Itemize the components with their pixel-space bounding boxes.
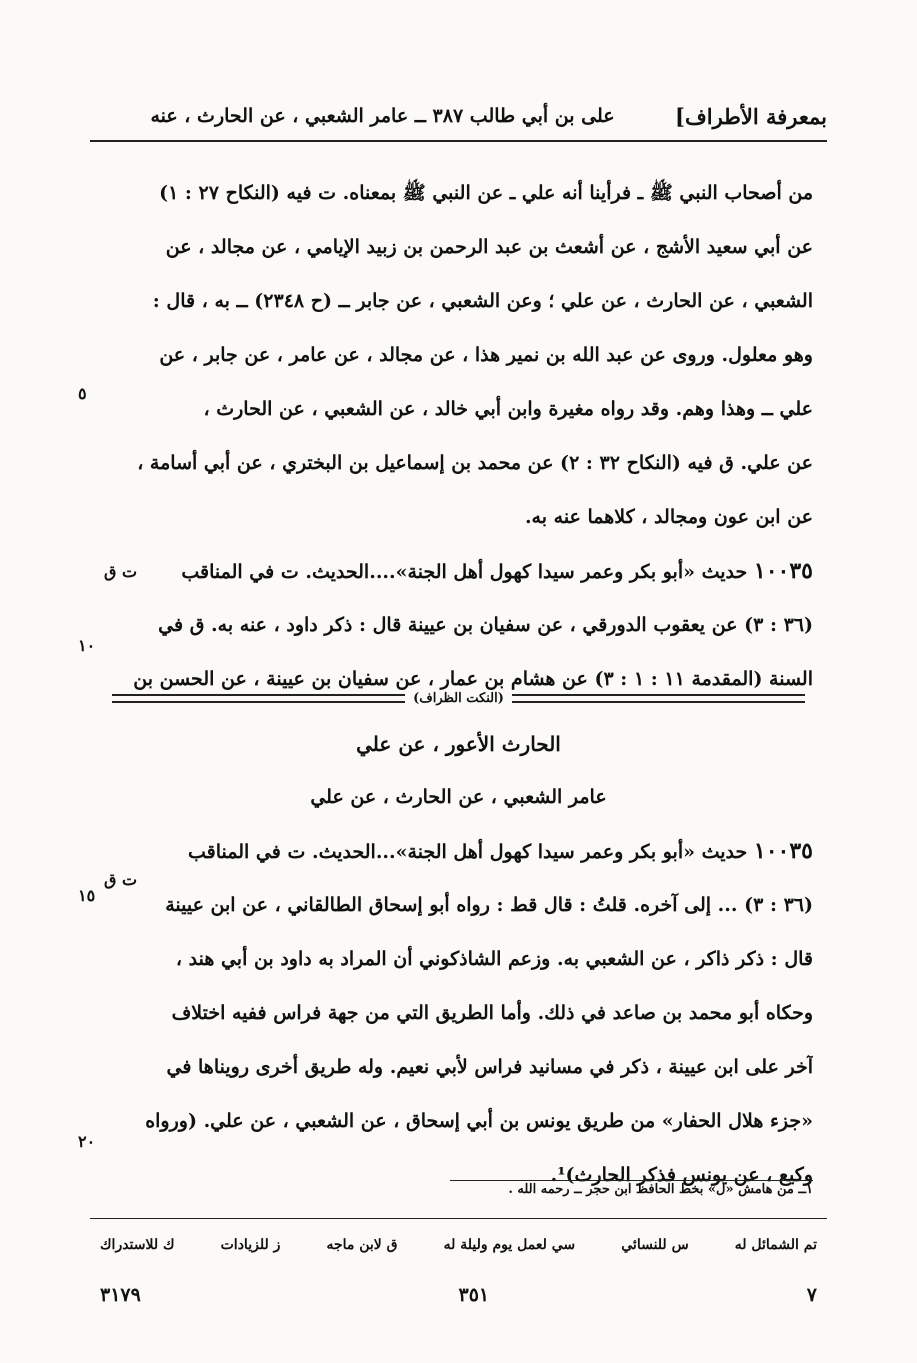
- section-divider: [112, 690, 805, 706]
- sigla-marker: ت ق: [104, 562, 138, 581]
- section-heading: الحارث الأعور ، عن علي: [356, 732, 561, 756]
- sigla-marker: ت ق: [104, 870, 138, 889]
- text-line: وحكاه أبو محمد بن صاعد في ذلك. وأما الطريق التي من جهة فراس ففيه اختلاف: [171, 1002, 813, 1024]
- main-text: [104, 166, 813, 706]
- legend-item: ق لابن ماجه: [326, 1237, 398, 1253]
- line-number: ١٠: [78, 636, 96, 655]
- text-line: وهو معلول. وروى عن عبد الله بن نمير هذا ، عن مجالد ، عن عامر ، عن جابر ، عن: [159, 344, 813, 366]
- text-line: قال : ذكر ذاكر ، عن الشعبي به. وزعم الشاذكوني أن المراد به داود بن أبي هند ،: [175, 948, 813, 970]
- subsection-heading: عامر الشعبي ، عن الحارث ، عن علي: [310, 786, 607, 808]
- running-header: [90, 96, 827, 136]
- header-section-title: على بن أبي طالب ٣٨٧ ــ عامر الشعبي ، عن الحارث ، عنه: [150, 105, 615, 127]
- page-footer: [100, 1280, 817, 1310]
- footnote-rule: [450, 1180, 813, 1181]
- text-line: عن ابن عون ومجالد ، كلاهما عنه به.: [524, 506, 813, 528]
- header-book-title: بمعرفة الأطراف]: [675, 103, 827, 129]
- line-number: ٥: [78, 384, 87, 403]
- legend-item: سي لعمل يوم وليلة له: [443, 1237, 576, 1253]
- text-line: (٣٦ : ٣) ... إلى آخره. قلتُ : قال قط : رواه أبو إسحاق الطالقاني ، عن ابن عيينة: [165, 894, 813, 916]
- text-line: من أصحاب النبي ﷺ ـ فرأينا أنه علي ـ عن النبي ﷺ بمعناه. ت فيه (النكاح ٢٧ : ١): [159, 182, 813, 204]
- divider-label: (النكت الظراف): [413, 690, 504, 706]
- line-number: ١٥: [78, 886, 96, 905]
- text-line: عن أبي سعيد الأشج ، عن أشعث بن عبد الرحمن بن زبيد الإيامي ، عن مجالد ، عن: [165, 236, 813, 258]
- footnote: ١ــ من هامش «ل» بخط الحافظ ابن حجر ــ رحمه الله .: [508, 1182, 813, 1197]
- abbreviation-legend: [100, 1228, 817, 1262]
- cumulative-page-number: ٣١٧٩: [100, 1284, 141, 1306]
- page-number: ٣٥١: [458, 1284, 490, 1306]
- legend-item: تم الشمائل له: [734, 1237, 817, 1253]
- nukat-text: [104, 824, 813, 1202]
- text-line: وكيع ، عن يونس فذكر الحارث)¹.: [550, 1164, 813, 1186]
- legend-item: ز للزيادات: [220, 1237, 281, 1253]
- divider-line: [112, 694, 405, 703]
- hadith-entry-line: [104, 824, 813, 878]
- hadith-number: ١٠٠٣٥: [753, 838, 813, 864]
- hadith-number: ١٠٠٣٥: [753, 558, 813, 584]
- hadith-text: حديث «أبو بكر وعمر سيدا كهول أهل الجنة»...الحديث. ت في المناقب: [187, 841, 748, 863]
- legend-item: س للنسائي: [621, 1237, 689, 1253]
- legend-item: ك للاستدراك: [100, 1237, 175, 1253]
- hadith-entry-line: [104, 544, 813, 598]
- text-line: (٣٦ : ٣) عن يعقوب الدورقي ، عن سفيان بن عيينة قال : ذكر داود ، عنه به. ق في: [158, 614, 813, 636]
- text-line: الشعبي ، عن الحارث ، عن علي ؛ وعن الشعبي ، عن جابر ــ (ح ٢٣٤٨) ــ به ، قال :: [152, 290, 813, 312]
- text-line: آخر على ابن عيينة ، ذكر في مسانيد فراس لأبي نعيم. وله طريق أخرى رويناها في: [166, 1056, 813, 1078]
- text-line: «جزء هلال الحفار» من طريق يونس بن أبي إسحاق ، عن الشعبي ، عن علي. (ورواه: [145, 1110, 813, 1132]
- text-line: علي ــ وهذا وهم. وقد رواه مغيرة وابن أبي خالد ، عن الشعبي ، عن الحارث ،: [203, 398, 813, 420]
- text-line: السنة (المقدمة ١١ : ١ : ٣) عن هشام بن عمار ، عن سفيان بن عيينة ، عن الحسن بن: [133, 668, 813, 690]
- text-line: عن علي. ق فيه (النكاح ٣٢ : ٢) عن محمد بن إسماعيل بن البختري ، عن أبي أسامة ،: [137, 452, 813, 474]
- header-rule: [90, 140, 827, 142]
- line-number: ٢٠: [78, 1132, 96, 1151]
- legend-rule: [90, 1218, 827, 1219]
- hadith-text: حديث «أبو بكر وعمر سيدا كهول أهل الجنة»....الحديث. ت في المناقب: [181, 561, 748, 583]
- volume-number: ٧: [806, 1284, 817, 1306]
- divider-line: [512, 694, 805, 703]
